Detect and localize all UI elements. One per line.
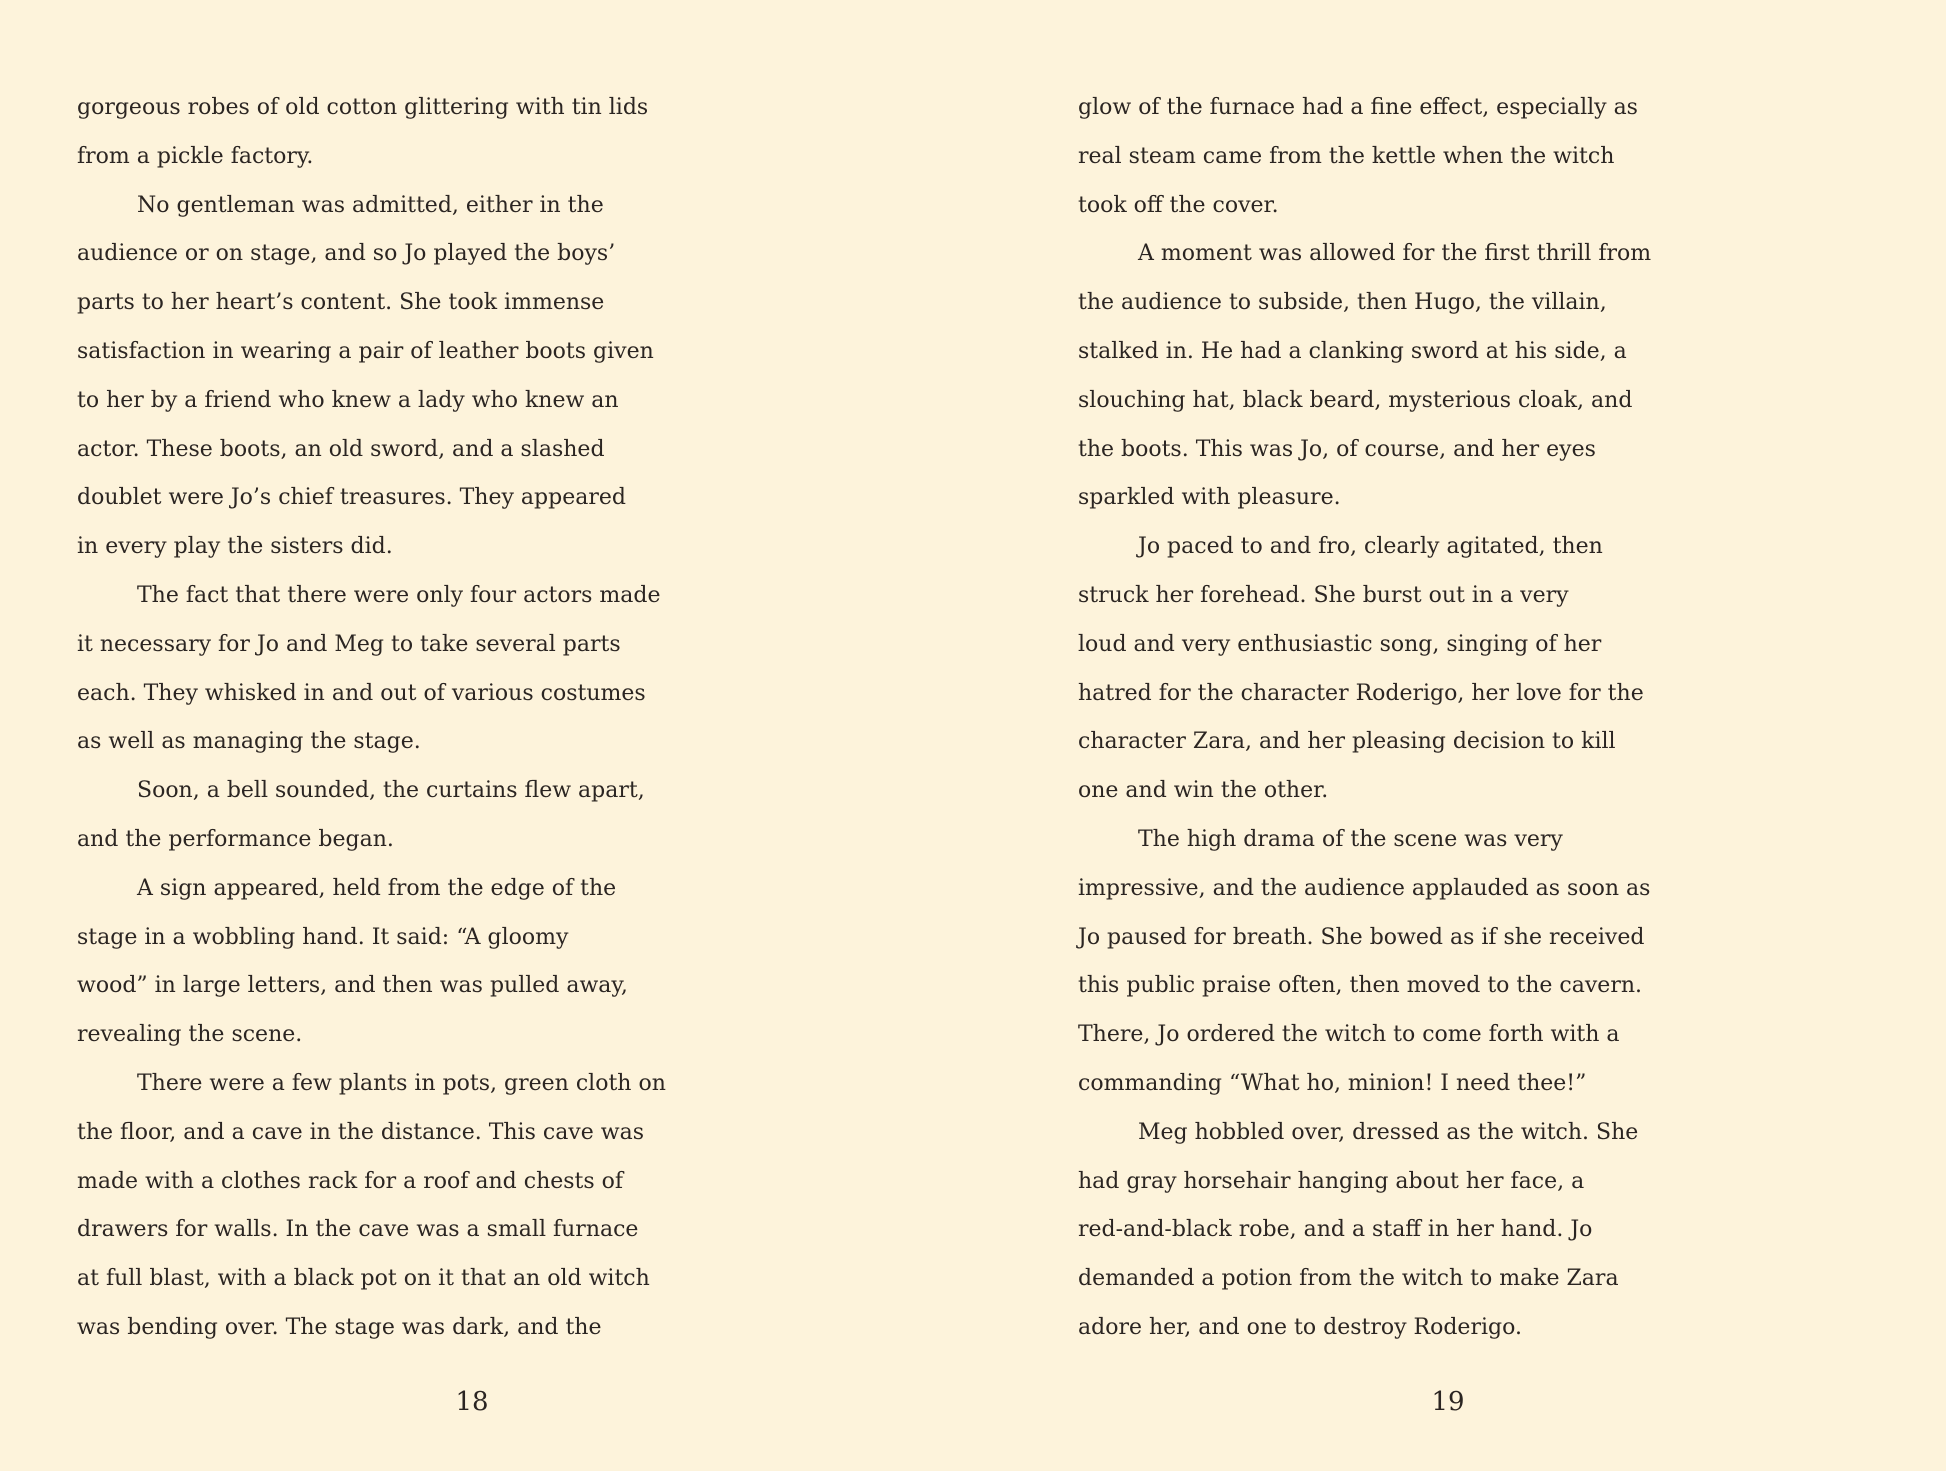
text-line: No gentleman was admitted, either in the <box>137 192 604 218</box>
text-line: revealing the scene. <box>77 1022 303 1048</box>
text-line: real steam came from the kettle when the witch <box>1078 143 1615 169</box>
text-line: the boots. This was Jo, of course, and her eyes <box>1078 436 1596 462</box>
text-line: each. They whisked in and out of various costumes <box>77 680 646 706</box>
text-line: had gray horsehair hanging about her face, a <box>1078 1168 1585 1194</box>
text-line: hatred for the character Roderigo, her love for the <box>1078 680 1644 706</box>
text-line: struck her forehead. She burst out in a very <box>1078 582 1569 608</box>
text-line: gorgeous robes of old cotton glittering with tin lids <box>77 95 649 120</box>
text-line: it necessary for Jo and Meg to take several parts <box>77 631 621 657</box>
text-line: Jo paused for breath. She bowed as if she received <box>1078 924 1645 950</box>
text-line: glow of the furnace had a fine effect, especially as <box>1078 95 1638 120</box>
text-line: doublet were Jo’s chief treasures. They appeared <box>77 485 626 511</box>
text-line: A moment was allowed for the first thrill from <box>1138 241 1652 267</box>
text-line: The high drama of the scene was very <box>1138 826 1563 852</box>
text-line: from a pickle factory. <box>77 143 314 169</box>
text-line: drawers for walls. In the cave was a small furnace <box>77 1217 639 1243</box>
text-line: A sign appeared, held from the edge of the <box>137 875 617 901</box>
text-line: Jo paced to and fro, clearly agitated, then <box>1138 534 1603 560</box>
text-line: The fact that there were only four actors made <box>137 582 661 608</box>
text-line: red-and-black robe, and a staff in her hand. Jo <box>1078 1217 1593 1243</box>
text-line: adore her, and one to destroy Roderigo. <box>1078 1314 1522 1340</box>
text-line: the floor, and a cave in the distance. This cave was <box>77 1119 644 1145</box>
text-line: the audience to subside, then Hugo, the villain, <box>1078 290 1607 316</box>
text-line: and the performance began. <box>77 826 394 852</box>
text-line: made with a clothes rack for a roof and chests of <box>77 1168 624 1194</box>
text-line: wood” in large letters, and then was pulled away, <box>77 973 628 999</box>
text-line: parts to her heart’s content. She took immense <box>77 290 605 316</box>
text-line: actor. These boots, an old sword, and a slashed <box>77 436 605 462</box>
text-line: took off the cover. <box>1078 192 1279 218</box>
text-line: this public praise often, then moved to the cavern. <box>1078 973 1642 999</box>
text-line: as well as managing the stage. <box>77 729 421 755</box>
right-page <box>973 0 1946 1471</box>
text-line: impressive, and the audience applauded as soon as <box>1078 875 1651 901</box>
text-line: to her by a friend who knew a lady who knew an <box>77 387 619 413</box>
text-line: Meg hobbled over, dressed as the witch. She <box>1138 1119 1639 1145</box>
right-page-text <box>1078 84 1878 1353</box>
left-page-text <box>77 84 877 1353</box>
text-line: character Zara, and her pleasing decision to kill <box>1078 729 1616 755</box>
text-line: audience or on stage, and so Jo played the boys’ <box>77 241 616 267</box>
text-line: stage in a wobbling hand. It said: “A gloomy <box>77 924 569 950</box>
text-line: stalked in. He had a clanking sword at his side, a <box>1078 338 1627 364</box>
text-line: satisfaction in wearing a pair of leather boots given <box>77 338 654 364</box>
text-line: in every play the sisters did. <box>77 534 393 560</box>
text-line: There were a few plants in pots, green cloth on <box>137 1070 666 1096</box>
text-line: demanded a potion from the witch to make Zara <box>1078 1266 1619 1292</box>
text-line: slouching hat, black beard, mysterious cloak, and <box>1078 387 1633 413</box>
text-line: Soon, a bell sounded, the curtains flew apart, <box>137 778 645 804</box>
left-page-number: 18 <box>455 1387 489 1417</box>
text-line: loud and very enthusiastic song, singing of her <box>1078 631 1602 657</box>
text-line: at full blast, with a black pot on it that an old witch <box>77 1266 650 1292</box>
text-line: sparkled with pleasure. <box>1078 485 1341 511</box>
right-page-number: 19 <box>1431 1387 1465 1417</box>
text-line: one and win the other. <box>1078 778 1329 804</box>
text-line: was bending over. The stage was dark, and the <box>77 1314 602 1340</box>
text-line: There, Jo ordered the witch to come forth with a <box>1078 1022 1620 1048</box>
text-line: commanding “What ho, minion! I need thee!” <box>1078 1070 1587 1096</box>
